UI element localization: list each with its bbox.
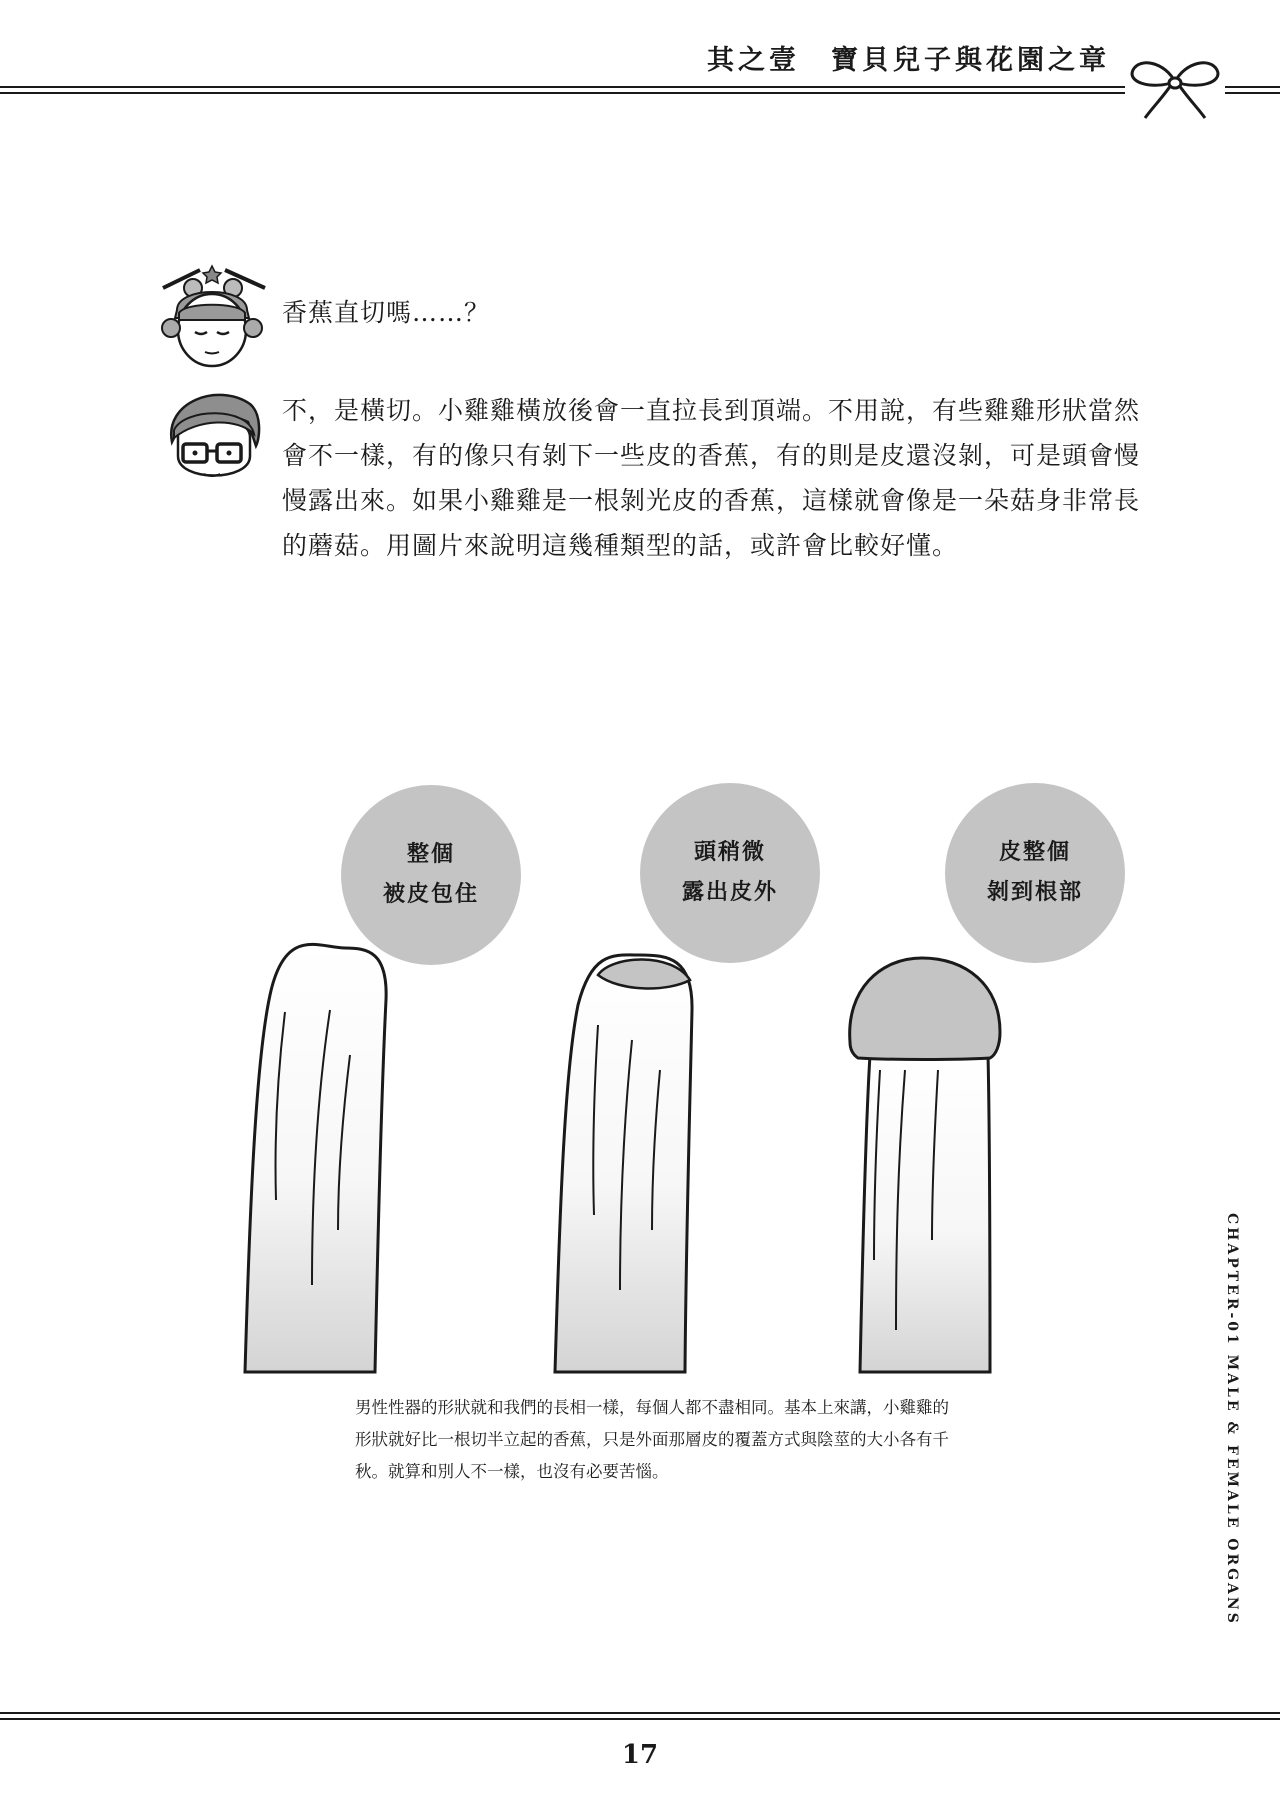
label-bubble-2-line1: 頭稍微: [693, 840, 766, 865]
footer-rule: [0, 1712, 1280, 1714]
label-bubble-2: [640, 783, 820, 963]
label-bubble-3-line2: 剝到根部: [986, 880, 1083, 905]
chapter-header-title: 其之壹 寶貝兒子與花園之章: [707, 45, 1110, 76]
shape-fully-exposed: [850, 958, 1000, 1372]
page-number: 17: [621, 1740, 659, 1770]
label-bubble-3-line1: 皮整個: [998, 840, 1071, 865]
label-bubble-1-line2: 被皮包住: [382, 882, 479, 907]
footer-rule-inner: [0, 1718, 1280, 1720]
shape-fully-covered: [245, 944, 386, 1372]
dialogue-line-2: 不，是橫切。小雞雞橫放後會一直拉長到頂端。不用說，有些雞雞形狀當然會不一樣，有的像只有剝下一些皮的香蕉，有的則是皮還沒剝，可是頭會慢慢露出來。如果小雞雞是一根剝光皮的香蕉，這樣就會像是一朵菇身非常長的蘑菇。用圖片來說明這幾種類型的話，或許會比較好懂。: [282, 396, 1141, 560]
illustration-caption: 男性性器的形狀就和我們的長相一樣，每個人都不盡相同。基本上來講，小雞雞的形狀就好比一根切半立起的香蕉，只是外面那層皮的覆蓋方式與陰莖的大小各有千秋。就算和別人不一樣，也沒有必要苦惱。: [355, 1398, 949, 1481]
shape-head-slightly-exposed: [555, 955, 692, 1372]
chapter-side-tag: CHAPTER-01 MALE & FEMALE ORGANS: [1224, 1213, 1240, 1626]
dialogue-line-1: 香蕉直切嗎……？: [282, 298, 491, 327]
label-bubble-2-line2: 露出皮外: [681, 880, 778, 905]
label-bubble-1-line1: 整個: [406, 842, 455, 867]
label-bubble-1: [341, 785, 521, 965]
label-bubble-3: [945, 783, 1125, 963]
